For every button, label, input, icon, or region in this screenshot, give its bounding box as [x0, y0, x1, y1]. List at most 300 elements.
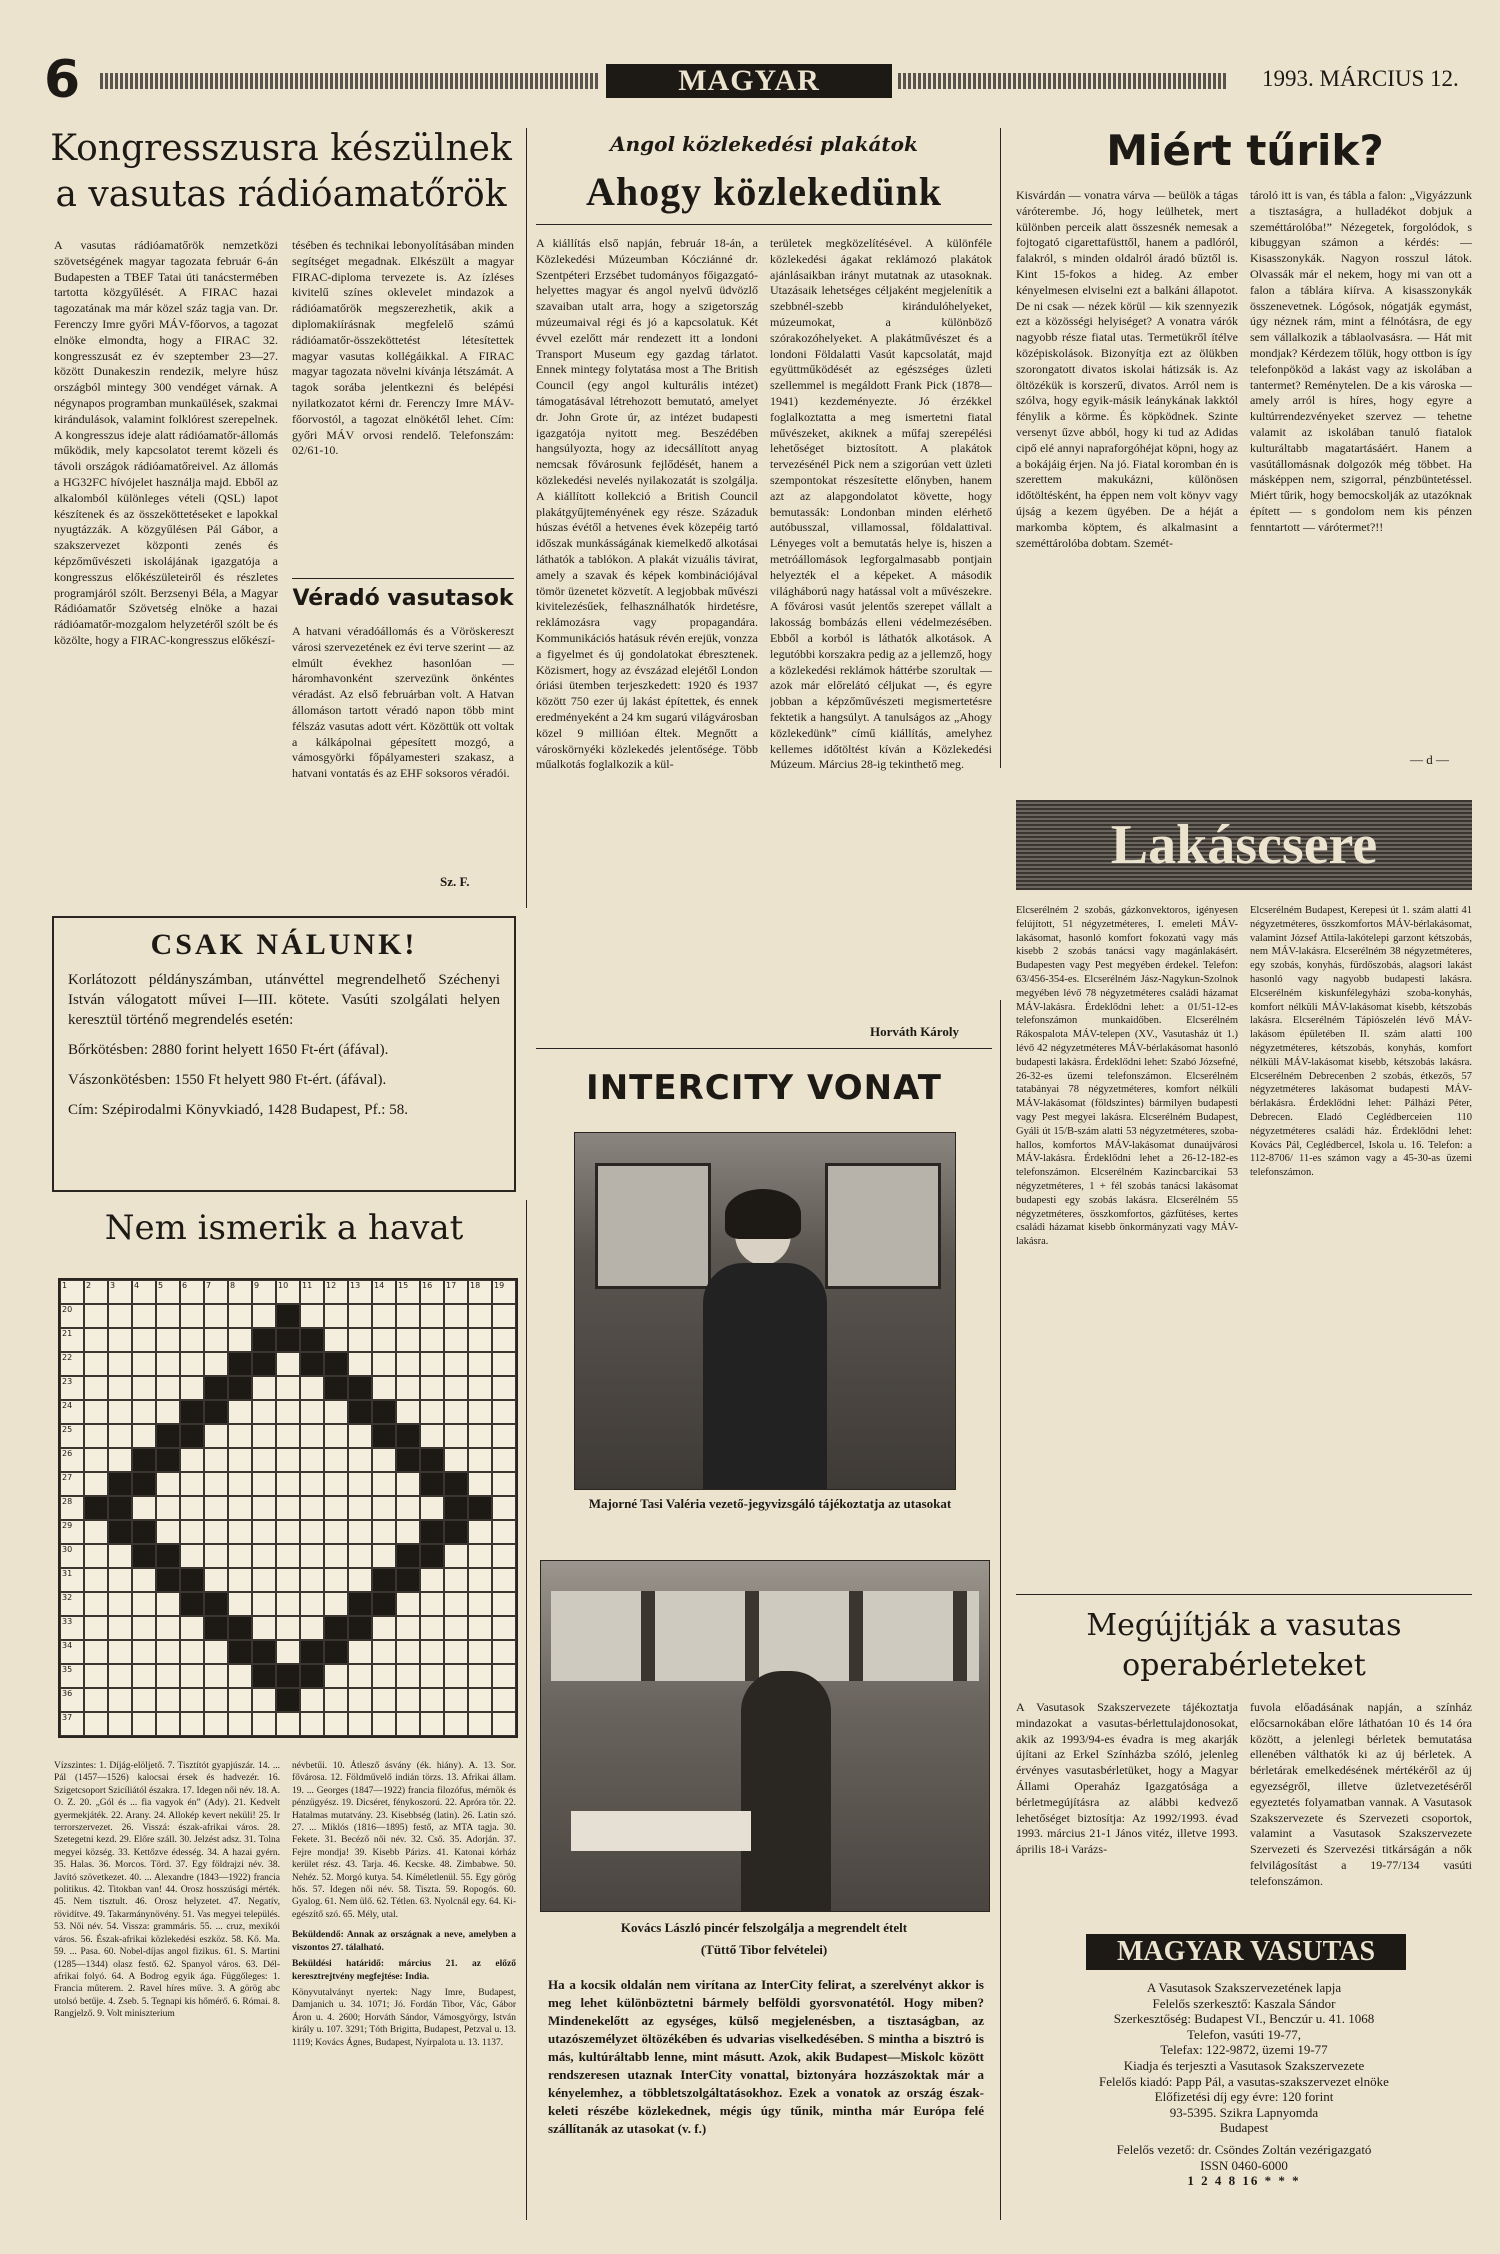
crossword-cell[interactable]	[156, 1640, 180, 1664]
crossword-cell[interactable]	[444, 1640, 468, 1664]
crossword-cell[interactable]	[468, 1664, 492, 1688]
crossword-cell[interactable]	[276, 1568, 300, 1592]
crossword-cell[interactable]	[252, 1520, 276, 1544]
crossword-cell[interactable]	[420, 1712, 444, 1736]
crossword-cell[interactable]	[468, 1280, 492, 1304]
crossword-cell[interactable]	[132, 1640, 156, 1664]
crossword-cell[interactable]	[204, 1280, 228, 1304]
crossword-cell[interactable]	[228, 1712, 252, 1736]
crossword-cell[interactable]	[204, 1328, 228, 1352]
crossword-cell[interactable]	[444, 1568, 468, 1592]
crossword-cell[interactable]	[348, 1280, 372, 1304]
crossword-cell[interactable]	[60, 1688, 84, 1712]
crossword-cell[interactable]	[276, 1280, 300, 1304]
crossword-cell[interactable]	[348, 1568, 372, 1592]
crossword-cell[interactable]	[324, 1664, 348, 1688]
crossword-cell[interactable]	[132, 1376, 156, 1400]
crossword-cell[interactable]	[276, 1592, 300, 1616]
crossword-cell[interactable]	[84, 1280, 108, 1304]
crossword-cell[interactable]	[372, 1616, 396, 1640]
crossword-cell[interactable]	[204, 1640, 228, 1664]
crossword-cell[interactable]	[108, 1688, 132, 1712]
crossword-cell[interactable]	[180, 1328, 204, 1352]
crossword-cell[interactable]	[300, 1592, 324, 1616]
crossword-cell[interactable]	[348, 1448, 372, 1472]
crossword-cell[interactable]	[156, 1664, 180, 1688]
crossword-cell[interactable]	[420, 1616, 444, 1640]
crossword-cell[interactable]	[324, 1280, 348, 1304]
crossword-cell[interactable]	[348, 1424, 372, 1448]
crossword-cell[interactable]	[252, 1304, 276, 1328]
crossword-cell[interactable]	[420, 1424, 444, 1448]
crossword-cell[interactable]	[252, 1544, 276, 1568]
crossword-cell[interactable]	[60, 1376, 84, 1400]
crossword-cell[interactable]	[420, 1592, 444, 1616]
crossword-cell[interactable]	[228, 1448, 252, 1472]
crossword-cell[interactable]	[444, 1376, 468, 1400]
crossword-cell[interactable]	[324, 1304, 348, 1328]
crossword-cell[interactable]	[444, 1352, 468, 1376]
crossword-cell[interactable]	[324, 1520, 348, 1544]
crossword-cell[interactable]	[300, 1616, 324, 1640]
crossword-cell[interactable]	[372, 1544, 396, 1568]
crossword-cell[interactable]	[324, 1400, 348, 1424]
crossword-cell[interactable]	[372, 1304, 396, 1328]
crossword-cell[interactable]	[444, 1544, 468, 1568]
crossword-cell[interactable]	[180, 1376, 204, 1400]
crossword-cell[interactable]	[396, 1592, 420, 1616]
crossword-cell[interactable]	[156, 1712, 180, 1736]
crossword-cell[interactable]	[204, 1712, 228, 1736]
crossword-cell[interactable]	[444, 1400, 468, 1424]
crossword-cell[interactable]	[132, 1712, 156, 1736]
crossword-cell[interactable]	[372, 1688, 396, 1712]
crossword-cell[interactable]	[84, 1568, 108, 1592]
crossword-cell[interactable]	[300, 1520, 324, 1544]
crossword-cell[interactable]	[84, 1376, 108, 1400]
crossword-cell[interactable]	[60, 1520, 84, 1544]
crossword-cell[interactable]	[468, 1616, 492, 1640]
crossword-cell[interactable]	[420, 1280, 444, 1304]
crossword-cell[interactable]	[396, 1472, 420, 1496]
crossword-cell[interactable]	[420, 1352, 444, 1376]
crossword-cell[interactable]	[252, 1568, 276, 1592]
crossword-cell[interactable]	[396, 1520, 420, 1544]
crossword-cell[interactable]	[108, 1352, 132, 1376]
crossword-cell[interactable]	[108, 1448, 132, 1472]
crossword-cell[interactable]	[420, 1640, 444, 1664]
crossword-cell[interactable]	[180, 1472, 204, 1496]
crossword-cell[interactable]	[228, 1544, 252, 1568]
crossword-cell[interactable]	[300, 1376, 324, 1400]
crossword-cell[interactable]	[84, 1712, 108, 1736]
crossword-cell[interactable]	[492, 1664, 516, 1688]
crossword-cell[interactable]	[132, 1592, 156, 1616]
crossword-cell[interactable]	[228, 1568, 252, 1592]
crossword-cell[interactable]	[156, 1472, 180, 1496]
crossword-cell[interactable]	[468, 1304, 492, 1328]
crossword-cell[interactable]	[60, 1424, 84, 1448]
crossword-cell[interactable]	[204, 1472, 228, 1496]
crossword-cell[interactable]	[372, 1448, 396, 1472]
crossword-cell[interactable]	[180, 1712, 204, 1736]
crossword-cell[interactable]	[228, 1400, 252, 1424]
crossword-cell[interactable]	[468, 1640, 492, 1664]
crossword-cell[interactable]	[84, 1640, 108, 1664]
crossword-cell[interactable]	[468, 1712, 492, 1736]
crossword-cell[interactable]	[492, 1688, 516, 1712]
crossword-cell[interactable]	[108, 1712, 132, 1736]
crossword-cell[interactable]	[84, 1352, 108, 1376]
crossword-cell[interactable]	[444, 1712, 468, 1736]
crossword-cell[interactable]	[156, 1400, 180, 1424]
crossword-cell[interactable]	[420, 1664, 444, 1688]
crossword-cell[interactable]	[468, 1472, 492, 1496]
crossword-cell[interactable]	[396, 1304, 420, 1328]
crossword-cell[interactable]	[420, 1568, 444, 1592]
crossword-cell[interactable]	[444, 1448, 468, 1472]
crossword-cell[interactable]	[468, 1448, 492, 1472]
crossword-cell[interactable]	[396, 1328, 420, 1352]
crossword-cell[interactable]	[276, 1424, 300, 1448]
crossword-cell[interactable]	[108, 1424, 132, 1448]
crossword-cell[interactable]	[300, 1568, 324, 1592]
crossword-cell[interactable]	[60, 1712, 84, 1736]
crossword-cell[interactable]	[348, 1688, 372, 1712]
crossword-cell[interactable]	[228, 1664, 252, 1688]
crossword-cell[interactable]	[228, 1280, 252, 1304]
crossword-cell[interactable]	[420, 1376, 444, 1400]
crossword-cell[interactable]	[204, 1568, 228, 1592]
crossword-cell[interactable]	[108, 1544, 132, 1568]
crossword-cell[interactable]	[60, 1448, 84, 1472]
crossword-cell[interactable]	[348, 1328, 372, 1352]
crossword-cell[interactable]	[84, 1328, 108, 1352]
crossword-cell[interactable]	[132, 1496, 156, 1520]
crossword-cell[interactable]	[468, 1688, 492, 1712]
crossword-cell[interactable]	[252, 1688, 276, 1712]
crossword-cell[interactable]	[132, 1352, 156, 1376]
crossword-cell[interactable]	[348, 1520, 372, 1544]
crossword-cell[interactable]	[228, 1304, 252, 1328]
crossword-cell[interactable]	[228, 1592, 252, 1616]
crossword-cell[interactable]	[372, 1280, 396, 1304]
crossword-cell[interactable]	[276, 1352, 300, 1376]
crossword-cell[interactable]	[276, 1496, 300, 1520]
crossword-cell[interactable]	[300, 1448, 324, 1472]
crossword-cell[interactable]	[228, 1688, 252, 1712]
crossword-cell[interactable]	[252, 1496, 276, 1520]
crossword-cell[interactable]	[84, 1592, 108, 1616]
crossword-cell[interactable]	[492, 1568, 516, 1592]
crossword-cell[interactable]	[228, 1424, 252, 1448]
crossword-cell[interactable]	[348, 1304, 372, 1328]
crossword-cell[interactable]	[444, 1280, 468, 1304]
crossword-cell[interactable]	[60, 1472, 84, 1496]
crossword-cell[interactable]	[396, 1496, 420, 1520]
crossword-cell[interactable]	[492, 1448, 516, 1472]
crossword-cell[interactable]	[180, 1616, 204, 1640]
crossword-cell[interactable]	[132, 1400, 156, 1424]
crossword-cell[interactable]	[372, 1496, 396, 1520]
crossword-cell[interactable]	[348, 1640, 372, 1664]
crossword-cell[interactable]	[276, 1448, 300, 1472]
crossword-cell[interactable]	[300, 1544, 324, 1568]
crossword-cell[interactable]	[252, 1472, 276, 1496]
crossword-cell[interactable]	[132, 1568, 156, 1592]
crossword-cell[interactable]	[468, 1352, 492, 1376]
crossword-cell[interactable]	[228, 1328, 252, 1352]
crossword-cell[interactable]	[204, 1496, 228, 1520]
crossword-cell[interactable]	[444, 1616, 468, 1640]
crossword-cell[interactable]	[84, 1424, 108, 1448]
crossword-cell[interactable]	[180, 1520, 204, 1544]
crossword-cell[interactable]	[132, 1664, 156, 1688]
crossword-cell[interactable]	[468, 1328, 492, 1352]
crossword-cell[interactable]	[228, 1496, 252, 1520]
crossword-cell[interactable]	[444, 1304, 468, 1328]
crossword-cell[interactable]	[204, 1352, 228, 1376]
crossword-cell[interactable]	[108, 1592, 132, 1616]
crossword-cell[interactable]	[492, 1328, 516, 1352]
crossword-cell[interactable]	[492, 1640, 516, 1664]
crossword-cell[interactable]	[180, 1352, 204, 1376]
crossword-cell[interactable]	[84, 1304, 108, 1328]
crossword-cell[interactable]	[372, 1520, 396, 1544]
crossword-cell[interactable]	[276, 1712, 300, 1736]
crossword-cell[interactable]	[84, 1448, 108, 1472]
crossword-cell[interactable]	[84, 1520, 108, 1544]
crossword-cell[interactable]	[276, 1616, 300, 1640]
crossword-cell[interactable]	[252, 1712, 276, 1736]
crossword-cell[interactable]	[252, 1448, 276, 1472]
crossword-cell[interactable]	[420, 1496, 444, 1520]
crossword-cell[interactable]	[156, 1304, 180, 1328]
crossword-cell[interactable]	[60, 1328, 84, 1352]
crossword-cell[interactable]	[156, 1328, 180, 1352]
crossword-cell[interactable]	[156, 1592, 180, 1616]
crossword-cell[interactable]	[156, 1280, 180, 1304]
crossword-cell[interactable]	[180, 1640, 204, 1664]
crossword-cell[interactable]	[60, 1352, 84, 1376]
crossword-cell[interactable]	[492, 1520, 516, 1544]
crossword-cell[interactable]	[396, 1640, 420, 1664]
crossword-cell[interactable]	[348, 1664, 372, 1688]
crossword-cell[interactable]	[324, 1496, 348, 1520]
crossword-cell[interactable]	[108, 1400, 132, 1424]
crossword-cell[interactable]	[108, 1616, 132, 1640]
crossword-cell[interactable]	[156, 1520, 180, 1544]
crossword-cell[interactable]	[252, 1376, 276, 1400]
crossword-cell[interactable]	[492, 1496, 516, 1520]
crossword-cell[interactable]	[108, 1376, 132, 1400]
crossword-cell[interactable]	[228, 1472, 252, 1496]
crossword-cell[interactable]	[156, 1688, 180, 1712]
crossword-cell[interactable]	[300, 1400, 324, 1424]
crossword-cell[interactable]	[468, 1376, 492, 1400]
crossword-cell[interactable]	[180, 1664, 204, 1688]
crossword-cell[interactable]	[492, 1712, 516, 1736]
crossword-cell[interactable]	[420, 1304, 444, 1328]
crossword-cell[interactable]	[156, 1376, 180, 1400]
crossword-cell[interactable]	[324, 1328, 348, 1352]
crossword-cell[interactable]	[420, 1688, 444, 1712]
crossword-cell[interactable]	[204, 1544, 228, 1568]
crossword-cell[interactable]	[60, 1616, 84, 1640]
crossword-cell[interactable]	[60, 1592, 84, 1616]
crossword-cell[interactable]	[180, 1280, 204, 1304]
crossword-cell[interactable]	[468, 1568, 492, 1592]
crossword-cell[interactable]	[276, 1640, 300, 1664]
crossword-cell[interactable]	[204, 1304, 228, 1328]
crossword-cell[interactable]	[372, 1328, 396, 1352]
crossword-cell[interactable]	[372, 1712, 396, 1736]
crossword-cell[interactable]	[180, 1448, 204, 1472]
crossword-cell[interactable]	[60, 1568, 84, 1592]
crossword-cell[interactable]	[492, 1280, 516, 1304]
crossword-cell[interactable]	[156, 1496, 180, 1520]
crossword-cell[interactable]	[396, 1400, 420, 1424]
crossword-cell[interactable]	[84, 1544, 108, 1568]
crossword-cell[interactable]	[156, 1352, 180, 1376]
crossword-cell[interactable]	[324, 1592, 348, 1616]
crossword-cell[interactable]	[300, 1712, 324, 1736]
crossword-cell[interactable]	[108, 1304, 132, 1328]
crossword-cell[interactable]	[180, 1496, 204, 1520]
crossword-cell[interactable]	[60, 1400, 84, 1424]
crossword-cell[interactable]	[60, 1544, 84, 1568]
crossword-cell[interactable]	[492, 1400, 516, 1424]
crossword-cell[interactable]	[60, 1304, 84, 1328]
crossword-cell[interactable]	[204, 1688, 228, 1712]
crossword-cell[interactable]	[372, 1664, 396, 1688]
crossword-cell[interactable]	[132, 1328, 156, 1352]
crossword-cell[interactable]	[492, 1304, 516, 1328]
crossword-cell[interactable]	[396, 1616, 420, 1640]
crossword-cell[interactable]	[492, 1592, 516, 1616]
crossword-cell[interactable]	[396, 1664, 420, 1688]
crossword-cell[interactable]	[444, 1424, 468, 1448]
crossword-cell[interactable]	[324, 1688, 348, 1712]
crossword-cell[interactable]	[60, 1280, 84, 1304]
crossword-cell[interactable]	[60, 1496, 84, 1520]
crossword-cell[interactable]	[324, 1424, 348, 1448]
crossword-cell[interactable]	[60, 1640, 84, 1664]
crossword-cell[interactable]	[396, 1688, 420, 1712]
crossword-cell[interactable]	[228, 1520, 252, 1544]
crossword-cell[interactable]	[60, 1664, 84, 1688]
crossword-cell[interactable]	[132, 1688, 156, 1712]
crossword-cell[interactable]	[300, 1688, 324, 1712]
crossword-cell[interactable]	[132, 1304, 156, 1328]
crossword-cell[interactable]	[396, 1352, 420, 1376]
crossword-cell[interactable]	[444, 1664, 468, 1688]
crossword-cell[interactable]	[132, 1616, 156, 1640]
crossword-cell[interactable]	[396, 1376, 420, 1400]
crossword-cell[interactable]	[324, 1544, 348, 1568]
crossword-cell[interactable]	[84, 1472, 108, 1496]
crossword-cell[interactable]	[180, 1544, 204, 1568]
crossword-cell[interactable]	[348, 1544, 372, 1568]
crossword-cell[interactable]	[468, 1424, 492, 1448]
crossword-cell[interactable]	[324, 1448, 348, 1472]
crossword-cell[interactable]	[396, 1712, 420, 1736]
crossword-cell[interactable]	[348, 1496, 372, 1520]
crossword-cell[interactable]	[300, 1280, 324, 1304]
crossword-cell[interactable]	[252, 1592, 276, 1616]
crossword-cell[interactable]	[444, 1328, 468, 1352]
crossword-cell[interactable]	[492, 1352, 516, 1376]
crossword-cell[interactable]	[132, 1280, 156, 1304]
crossword-cell[interactable]	[348, 1352, 372, 1376]
crossword-cell[interactable]	[348, 1712, 372, 1736]
crossword-cell[interactable]	[84, 1688, 108, 1712]
crossword-cell[interactable]	[372, 1376, 396, 1400]
crossword-cell[interactable]	[180, 1304, 204, 1328]
crossword-cell[interactable]	[444, 1688, 468, 1712]
crossword-cell[interactable]	[372, 1472, 396, 1496]
crossword-cell[interactable]	[252, 1616, 276, 1640]
crossword-cell[interactable]	[180, 1688, 204, 1712]
crossword-cell[interactable]	[324, 1472, 348, 1496]
crossword-cell[interactable]	[108, 1664, 132, 1688]
crossword-cell[interactable]	[84, 1664, 108, 1688]
crossword-cell[interactable]	[348, 1472, 372, 1496]
crossword-cell[interactable]	[444, 1592, 468, 1616]
crossword-cell[interactable]	[252, 1280, 276, 1304]
crossword-cell[interactable]	[108, 1280, 132, 1304]
crossword-cell[interactable]	[132, 1424, 156, 1448]
crossword-cell[interactable]	[108, 1568, 132, 1592]
crossword-cell[interactable]	[276, 1544, 300, 1568]
crossword-cell[interactable]	[204, 1424, 228, 1448]
crossword-cell[interactable]	[204, 1448, 228, 1472]
crossword-cell[interactable]	[84, 1616, 108, 1640]
crossword-cell[interactable]	[276, 1400, 300, 1424]
crossword-cell[interactable]	[84, 1400, 108, 1424]
crossword-cell[interactable]	[108, 1328, 132, 1352]
crossword-cell[interactable]	[156, 1616, 180, 1640]
crossword-cell[interactable]	[204, 1664, 228, 1688]
crossword-cell[interactable]	[420, 1400, 444, 1424]
crossword-cell[interactable]	[492, 1376, 516, 1400]
crossword-cell[interactable]	[396, 1280, 420, 1304]
crossword-cell[interactable]	[300, 1472, 324, 1496]
crossword-cell[interactable]	[324, 1568, 348, 1592]
crossword-cell[interactable]	[492, 1424, 516, 1448]
crossword-cell[interactable]	[276, 1376, 300, 1400]
crossword-cell[interactable]	[468, 1400, 492, 1424]
crossword-cell[interactable]	[492, 1544, 516, 1568]
crossword-cell[interactable]	[252, 1424, 276, 1448]
crossword-cell[interactable]	[108, 1640, 132, 1664]
crossword-cell[interactable]	[468, 1592, 492, 1616]
crossword-cell[interactable]	[420, 1328, 444, 1352]
crossword-cell[interactable]	[324, 1712, 348, 1736]
crossword-cell[interactable]	[372, 1640, 396, 1664]
crossword-cell[interactable]	[468, 1544, 492, 1568]
crossword-cell[interactable]	[300, 1496, 324, 1520]
crossword-cell[interactable]	[468, 1520, 492, 1544]
crossword-grid[interactable]	[58, 1278, 518, 1738]
crossword-cell[interactable]	[492, 1616, 516, 1640]
crossword-cell[interactable]	[252, 1400, 276, 1424]
crossword-cell[interactable]	[276, 1520, 300, 1544]
crossword-cell[interactable]	[492, 1472, 516, 1496]
crossword-cell[interactable]	[276, 1472, 300, 1496]
crossword-cell[interactable]	[372, 1352, 396, 1376]
crossword-cell[interactable]	[204, 1520, 228, 1544]
